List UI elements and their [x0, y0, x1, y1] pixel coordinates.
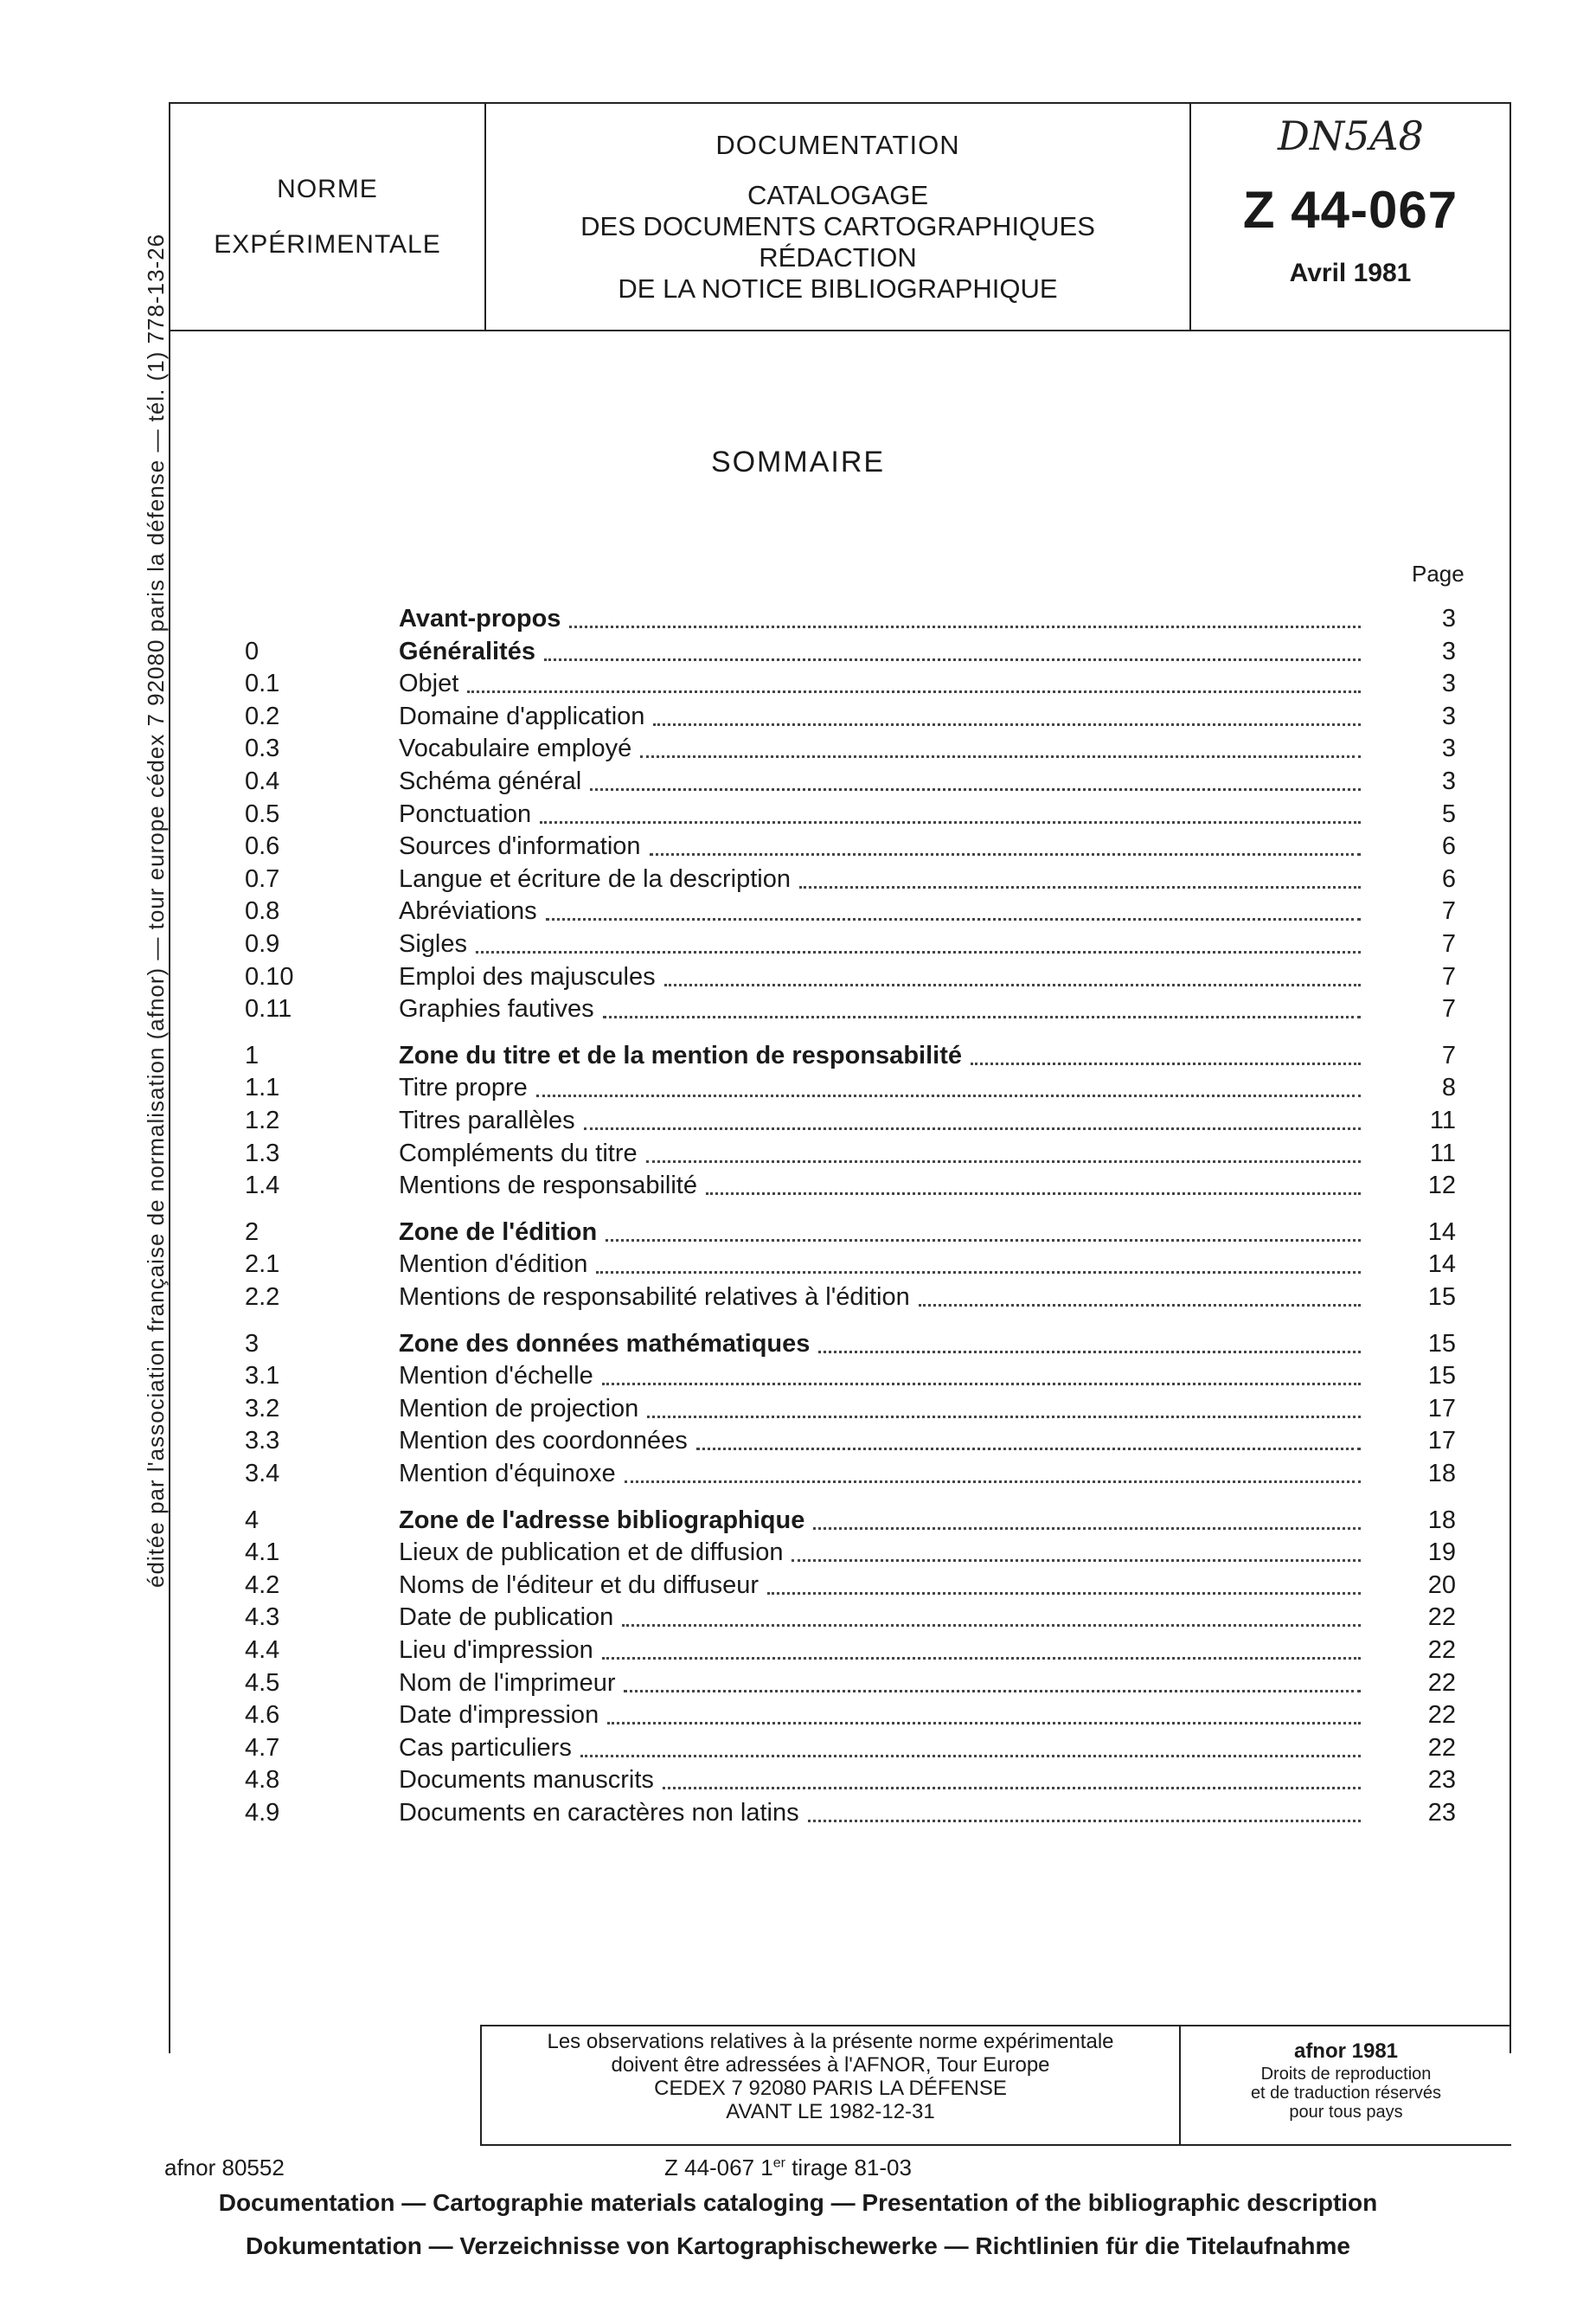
toc-number: 0.9 — [245, 930, 280, 958]
toc-page: 22 — [1427, 1636, 1456, 1664]
toc-number: 2.1 — [245, 1250, 280, 1279]
toc-page: 19 — [1427, 1538, 1456, 1567]
toc-label-wrap — [399, 1568, 1361, 1602]
toc-label: Mentions de responsabilité relatives à l'édition — [399, 1283, 910, 1311]
toc-label: Cas particuliers — [399, 1733, 572, 1762]
toc-label-wrap — [399, 992, 1361, 1026]
toc-leader-dots — [622, 1624, 1361, 1627]
toc-leader-dots — [625, 1480, 1361, 1483]
toc-page: 3 — [1441, 637, 1456, 665]
toc-label: Documents en caractères non latins — [399, 1799, 799, 1827]
toc-label-wrap — [399, 829, 1361, 864]
toc-number: 3 — [245, 1329, 260, 1358]
reference-number: Z 44-067 — [1242, 181, 1458, 239]
toc-page: 7 — [1441, 962, 1456, 991]
toc-number: 2 — [245, 1217, 260, 1246]
reference-cell — [1191, 104, 1509, 330]
toc-label: Mentions de responsabilité — [399, 1172, 697, 1200]
norme-label: NORME — [277, 174, 378, 203]
toc-leader-dots — [971, 1063, 1361, 1065]
toc-label: Mention des coordonnées — [399, 1427, 688, 1455]
toc-leader-dots — [767, 1592, 1361, 1595]
toc-leader-dots — [696, 1448, 1361, 1450]
toc-leader-dots — [706, 1192, 1361, 1195]
toc-leader-dots — [596, 1271, 1361, 1274]
toc-leader-dots — [606, 1239, 1361, 1242]
toc-label: Compléments du titre — [399, 1139, 638, 1167]
toc-leader-dots — [580, 1755, 1361, 1757]
handwritten-annotation: DN5A8 — [1278, 112, 1424, 159]
english-title: Documentation — Cartographie materials cataloging — Presentation of the bibliographic description — [218, 2189, 1378, 2216]
toc-row — [245, 1666, 1456, 1700]
toc-page: 6 — [1441, 832, 1456, 861]
toc-number: 4.1 — [245, 1538, 280, 1567]
toc-label-wrap — [399, 1168, 1361, 1203]
toc-leader-dots — [663, 1787, 1361, 1789]
toc-leader-dots — [799, 886, 1361, 889]
toc-number: 4 — [245, 1506, 260, 1534]
toc-page: 11 — [1429, 1107, 1456, 1134]
toc-page: 7 — [1441, 897, 1456, 926]
copyright-notice — [1181, 2026, 1511, 2144]
toc-label: Nom de l'imprimeur — [399, 1668, 616, 1697]
toc-label-wrap — [399, 797, 1361, 832]
toc-leader-dots — [813, 1527, 1361, 1530]
toc-page: 14 — [1427, 1217, 1456, 1246]
toc-label: Ponctuation — [399, 800, 532, 828]
toc-row — [245, 1456, 1456, 1491]
toc-page: 14 — [1427, 1250, 1456, 1279]
toc-label-wrap — [399, 634, 1361, 669]
toc-label-wrap — [399, 1280, 1361, 1314]
toc-number: 0.11 — [245, 995, 292, 1024]
toc-page: 15 — [1427, 1283, 1456, 1311]
toc-row — [245, 1247, 1456, 1281]
print-run — [664, 2155, 912, 2181]
toc-label-wrap — [399, 894, 1361, 928]
toc-leader-dots — [607, 1722, 1361, 1724]
toc-number: 0.1 — [245, 670, 280, 698]
toc-page: 17 — [1427, 1394, 1456, 1423]
toc-page: 22 — [1427, 1701, 1456, 1730]
toc-page: 11 — [1429, 1139, 1456, 1167]
toc-page: 18 — [1427, 1460, 1456, 1487]
toc-page: 23 — [1427, 1766, 1456, 1795]
toc-label-wrap — [399, 1038, 1361, 1073]
toc-number: 4.9 — [245, 1799, 280, 1827]
toc-page: 20 — [1427, 1570, 1456, 1599]
toc-row — [245, 1391, 1456, 1426]
toc-row — [245, 1763, 1456, 1797]
toc-row — [245, 1070, 1456, 1105]
toc-label-wrap — [399, 1423, 1361, 1458]
toc-label-wrap — [399, 960, 1361, 994]
toc-number: 2.2 — [245, 1283, 280, 1311]
toc-label: Abréviations — [399, 897, 537, 926]
toc-number: 0.7 — [245, 864, 280, 893]
toc-label: Avant-propos — [399, 605, 561, 633]
print-run-sup: er — [772, 2155, 785, 2171]
toc-row — [245, 666, 1456, 701]
toc-row — [245, 731, 1456, 766]
observations-notice — [480, 2026, 1181, 2144]
toc-number: 3.3 — [245, 1427, 280, 1455]
toc-page: 3 — [1441, 605, 1456, 633]
toc-number: 0.5 — [245, 800, 280, 828]
toc-number: 4.4 — [245, 1636, 280, 1664]
toc-number: 1.2 — [245, 1107, 280, 1134]
toc-label: Mention d'équinoxe — [399, 1460, 616, 1487]
toc-row — [245, 699, 1456, 734]
toc-label-wrap — [399, 1503, 1361, 1538]
toc-leader-dots — [602, 1383, 1361, 1385]
toc-leader-dots — [569, 626, 1361, 628]
toc-label-wrap — [399, 1391, 1361, 1426]
toc-label: Schéma général — [399, 767, 582, 795]
toc-page: 15 — [1427, 1329, 1456, 1358]
toc-label: Langue et écriture de la description — [399, 864, 792, 893]
toc-number: 4.2 — [245, 1570, 280, 1599]
toc-number: 0.8 — [245, 897, 280, 926]
toc-leader-dots — [476, 951, 1361, 954]
side-publisher-text: éditée par l'association française de normalisation (afnor) — tour europe cédex 7 92080 paris la défense — tél. (1) 778-13-26 — [143, 233, 169, 1588]
toc-number: 4.5 — [245, 1668, 280, 1697]
toc-label-wrap — [399, 862, 1361, 896]
toc-label: Date d'impression — [399, 1701, 599, 1730]
obs-line: doivent être adressées à l'AFNOR, Tour Europe — [611, 2053, 1050, 2077]
reference-date: Avril 1981 — [1289, 259, 1412, 287]
toc-label-wrap — [399, 764, 1361, 799]
toc-row — [245, 1358, 1456, 1393]
toc-row — [245, 1535, 1456, 1570]
toc-leader-dots — [646, 1160, 1361, 1163]
print-run-pre: Z 44-067 1 — [664, 2155, 773, 2180]
toc-number: 0.10 — [245, 962, 294, 991]
toc-label: Zone des données mathématiques — [399, 1329, 811, 1358]
toc-row — [245, 1326, 1456, 1361]
toc-row — [245, 764, 1456, 799]
toc-page: 15 — [1427, 1362, 1456, 1390]
toc-label-wrap — [399, 1633, 1361, 1667]
toc-leader-dots — [647, 1416, 1361, 1418]
toc-row — [245, 1423, 1456, 1458]
norme-cell — [170, 104, 486, 330]
toc-label: Mention de projection — [399, 1394, 639, 1423]
toc-label: Lieu d'impression — [399, 1636, 593, 1664]
toc-label-wrap — [399, 1247, 1361, 1281]
print-run-post: tirage 81-03 — [785, 2155, 912, 2180]
toc-row — [245, 797, 1456, 832]
toc-row — [245, 1215, 1456, 1249]
toc-label: Généralités — [399, 637, 535, 665]
toc-row — [245, 601, 1456, 636]
toc-number: 0 — [245, 637, 260, 665]
toc-label-wrap — [399, 927, 1361, 961]
toc-row — [245, 1280, 1456, 1314]
toc-label: Date de publication — [399, 1603, 614, 1632]
toc-label: Sigles — [399, 930, 467, 958]
toc-label-wrap — [399, 1600, 1361, 1634]
toc-label-wrap — [399, 1136, 1361, 1171]
toc-page: 12 — [1427, 1172, 1456, 1200]
toc-number: 3.2 — [245, 1394, 280, 1423]
toc-label-wrap — [399, 1795, 1361, 1830]
toc-label-wrap — [399, 1326, 1361, 1361]
toc-page: 3 — [1441, 702, 1456, 730]
toc-row — [245, 927, 1456, 961]
toc-number: 0.4 — [245, 767, 280, 795]
toc-leader-dots — [640, 755, 1361, 758]
toc-label: Objet — [399, 670, 459, 698]
header-box — [169, 102, 1511, 331]
toc-label: Zone de l'adresse bibliographique — [399, 1506, 805, 1534]
toc-row — [245, 1698, 1456, 1732]
german-title: Dokumentation — Verzeichnisse von Kartographischewerke — Richtlinien für die Titelaufnahme — [246, 2232, 1350, 2259]
toc-label-wrap — [399, 1070, 1361, 1105]
toc-row — [245, 960, 1456, 994]
toc-number: 1.4 — [245, 1172, 280, 1200]
toc-number: 4.6 — [245, 1701, 280, 1730]
toc-row — [245, 1633, 1456, 1667]
rights-line: et de traduction réservés — [1250, 2084, 1442, 2103]
toc-number: 3.1 — [245, 1362, 280, 1390]
toc-number: 0.2 — [245, 702, 280, 730]
toc-leader-dots — [546, 918, 1361, 921]
toc-label: Zone de l'édition — [399, 1217, 598, 1246]
toc-label-wrap — [399, 1666, 1361, 1700]
toc-leader-dots — [818, 1351, 1361, 1353]
toc-row — [245, 634, 1456, 669]
toc-page: 8 — [1441, 1074, 1456, 1102]
toc-leader-dots — [584, 1127, 1361, 1130]
toc-page: 22 — [1427, 1668, 1456, 1697]
obs-line: AVANT LE 1982-12-31 — [726, 2100, 935, 2123]
toc-label: Titres parallèles — [399, 1107, 575, 1134]
page-column-header: Page — [1412, 561, 1465, 587]
toc-label-wrap — [399, 699, 1361, 734]
toc-row — [245, 1038, 1456, 1073]
toc-label-wrap — [399, 1103, 1361, 1138]
afnor-number: afnor 80552 — [164, 2155, 285, 2180]
toc-leader-dots — [536, 1095, 1361, 1097]
toc-label-wrap — [399, 731, 1361, 766]
experimentale-label: EXPÉRIMENTALE — [214, 229, 441, 259]
toc-leader-dots — [650, 853, 1361, 856]
toc-label-wrap — [399, 1698, 1361, 1732]
toc-number: 1 — [245, 1041, 260, 1069]
toc-row — [245, 992, 1456, 1026]
doc-title-line-3: RÉDACTION — [759, 241, 917, 273]
toc-label-wrap — [399, 1215, 1361, 1249]
rights-line: pour tous pays — [1289, 2103, 1403, 2122]
toc-number: 4.3 — [245, 1603, 280, 1632]
toc-label: Vocabulaire employé — [399, 735, 632, 763]
toc-label-wrap — [399, 1456, 1361, 1491]
toc-leader-dots — [792, 1559, 1361, 1562]
toc-number: 4.8 — [245, 1766, 280, 1795]
doc-title-line-2: DES DOCUMENTS CARTOGRAPHIQUES — [580, 210, 1095, 241]
toc-number: 3.4 — [245, 1460, 280, 1487]
doc-category: DOCUMENTATION — [715, 129, 960, 160]
toc-number: 0.3 — [245, 735, 280, 763]
toc-page: 6 — [1441, 864, 1456, 893]
toc-label-wrap — [399, 1731, 1361, 1765]
toc-page: 22 — [1427, 1603, 1456, 1632]
toc-label-wrap — [399, 1358, 1361, 1393]
toc-label-wrap — [399, 601, 1361, 636]
toc-row — [245, 829, 1456, 864]
toc-page: 3 — [1441, 670, 1456, 698]
toc-label: Emploi des majuscules — [399, 962, 656, 991]
toc-page: 23 — [1427, 1799, 1456, 1827]
toc-label: Sources d'information — [399, 832, 641, 861]
toc-number: 4.7 — [245, 1733, 280, 1762]
toc-label: Mention d'édition — [399, 1250, 588, 1279]
doc-title-line-4: DE LA NOTICE BIBLIOGRAPHIQUE — [618, 273, 1058, 304]
toc-row — [245, 1136, 1456, 1171]
toc-row — [245, 1103, 1456, 1138]
toc-page: 7 — [1441, 995, 1456, 1024]
toc-row — [245, 1503, 1456, 1538]
toc-label: Lieux de publication et de diffusion — [399, 1538, 784, 1567]
toc-leader-dots — [653, 723, 1361, 726]
toc-number: 1.3 — [245, 1139, 280, 1167]
toc-leader-dots — [590, 788, 1361, 791]
document-title-cell — [486, 104, 1191, 330]
sommaire-title: SOMMAIRE — [710, 446, 886, 478]
toc-label: Noms de l'éditeur et du diffuseur — [399, 1570, 760, 1599]
toc-row — [245, 1731, 1456, 1765]
afnor-copyright: afnor 1981 — [1293, 2039, 1399, 2063]
toc-label-wrap — [399, 666, 1361, 701]
toc-number: 0.6 — [245, 832, 280, 861]
toc-row — [245, 862, 1456, 896]
toc-label-wrap — [399, 1535, 1361, 1570]
toc-label: Zone du titre et de la mention de responsabilité — [399, 1041, 962, 1069]
toc-row — [245, 1600, 1456, 1634]
toc-page: 7 — [1441, 930, 1456, 958]
toc-leader-dots — [603, 1016, 1361, 1018]
toc-row — [245, 894, 1456, 928]
toc-page: 7 — [1441, 1041, 1456, 1069]
toc-leader-dots — [624, 1690, 1361, 1692]
toc-label: Graphies fautives — [399, 995, 594, 1024]
toc-leader-dots — [808, 1820, 1361, 1822]
obs-line: CEDEX 7 92080 PARIS LA DÉFENSE — [654, 2077, 1007, 2100]
doc-title-line-1: CATALOGAGE — [747, 179, 928, 210]
obs-line: Les observations relatives à la présente norme expérimentale — [547, 2030, 1114, 2053]
toc-row — [245, 1568, 1456, 1602]
toc-number: 1.1 — [245, 1074, 280, 1102]
rights-line: Droits de reproduction — [1260, 2065, 1432, 2084]
toc-row — [245, 1168, 1456, 1203]
toc-page: 17 — [1427, 1427, 1456, 1455]
toc-label-wrap — [399, 1763, 1361, 1797]
toc-leader-dots — [919, 1304, 1361, 1307]
toc-page: 5 — [1441, 800, 1456, 828]
toc-leader-dots — [664, 984, 1361, 986]
footer-box — [480, 2025, 1511, 2146]
toc-label: Mention d'échelle — [399, 1362, 593, 1390]
toc-page: 3 — [1441, 735, 1456, 763]
toc-row — [245, 1795, 1456, 1830]
toc-page: 3 — [1441, 767, 1456, 795]
toc-label: Titre propre — [399, 1074, 528, 1102]
toc-page: 22 — [1427, 1733, 1456, 1762]
toc-leader-dots — [467, 690, 1361, 693]
toc-leader-dots — [602, 1657, 1361, 1660]
toc-page: 18 — [1427, 1506, 1456, 1534]
toc-leader-dots — [540, 821, 1361, 824]
toc-label: Domaine d'application — [399, 702, 645, 730]
toc-leader-dots — [544, 658, 1361, 661]
toc-label: Documents manuscrits — [399, 1766, 654, 1795]
